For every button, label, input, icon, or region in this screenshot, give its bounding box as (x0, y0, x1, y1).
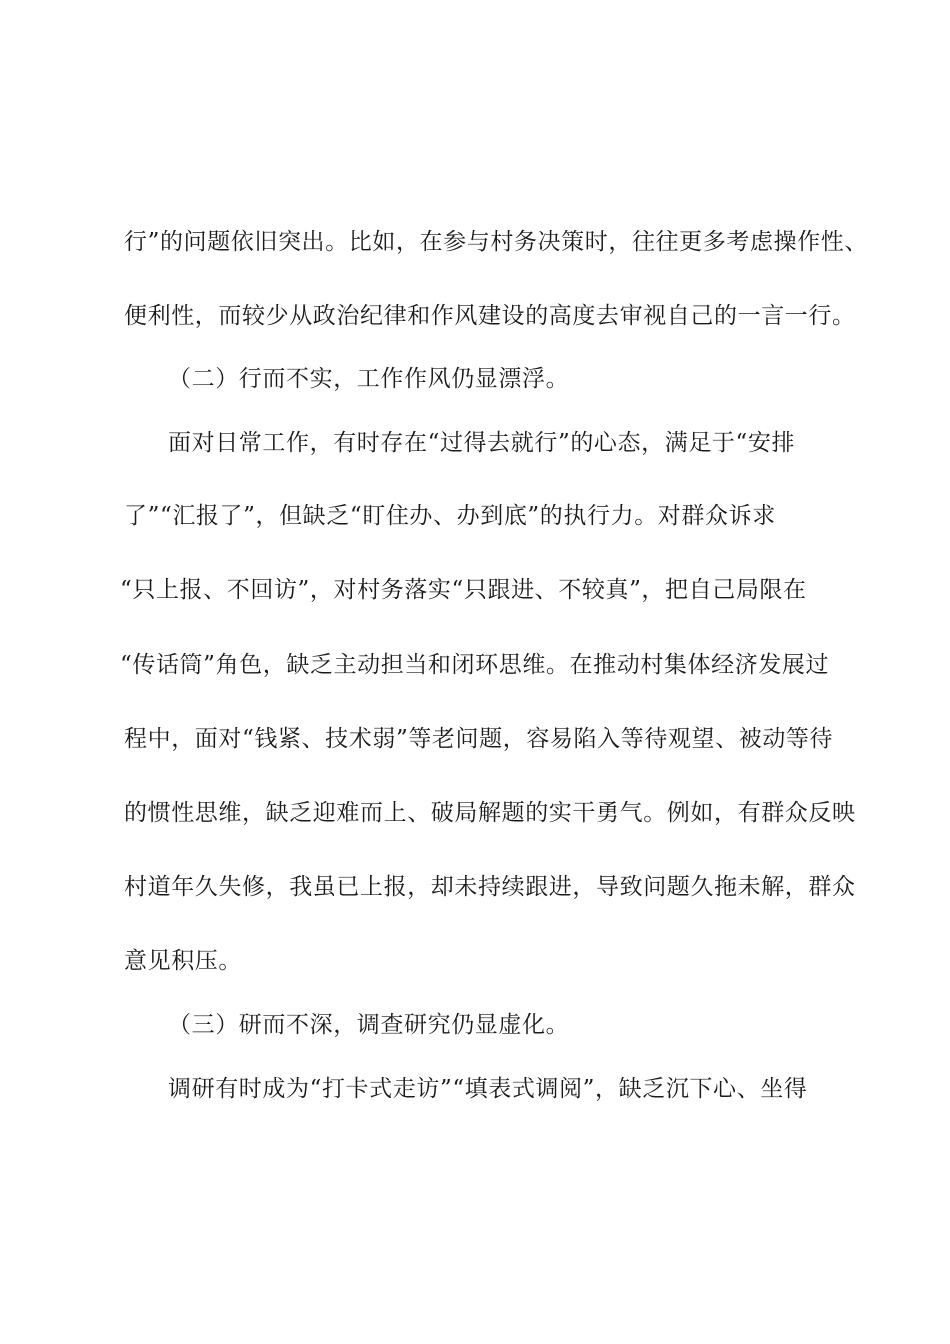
paragraph-first-line: 面对日常工作，有时存在“过得去就行”的心态，满足于“安排 (168, 430, 796, 456)
body-line: 行”的问题依旧突出。比如，在参与村务决策时，往往更多考虑操作性、 (124, 229, 868, 255)
body-line: 了”“汇报了”，但缺乏“盯住办、办到底”的执行力。对群众诉求 (124, 503, 776, 529)
body-line: “传话筒”角色，缺乏主动担当和闭环思维。在推动村集体经济发展过 (120, 652, 830, 678)
body-line: 程中，面对“钱紧、技术弱”等老问题，容易陷入等待观望、被动等待 (124, 726, 834, 752)
body-line: 意见积压。 (124, 948, 242, 974)
section-heading: （二）行而不实，工作作风仍显漂浮。 (168, 366, 570, 392)
paragraph-first-line: 调研有时成为“打卡式走访”“填表式调阅”，缺乏沉下心、坐得 (168, 1076, 808, 1102)
section-heading: （三）研而不深，调查研究仍显虚化。 (168, 1012, 570, 1038)
body-line: 的惯性思维，缺乏迎难而上、破局解题的实干勇气。例如，有群众反映 (124, 800, 856, 826)
body-line: 村道年久失修，我虽已上报，却未持续跟进，导致问题久拖未解，群众 (124, 874, 856, 900)
body-line: 便利性，而较少从政治纪律和作风建设的高度去审视自己的一言一行。 (124, 303, 856, 329)
body-line: “只上报、不回访”，对村务落实“只跟进、不较真”，把自己局限在 (120, 577, 807, 603)
